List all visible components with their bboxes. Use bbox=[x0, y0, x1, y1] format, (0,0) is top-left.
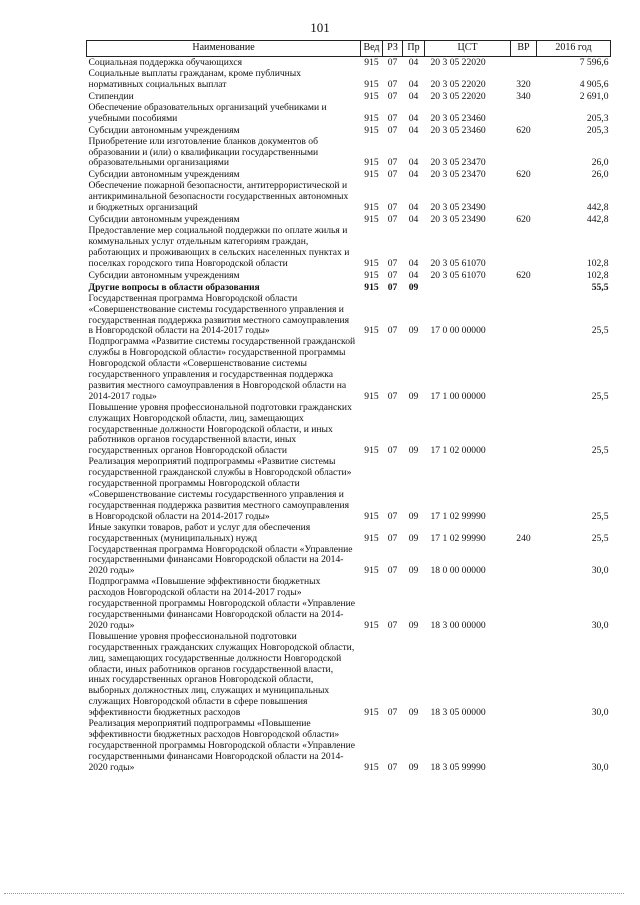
row-vr bbox=[511, 632, 537, 719]
row-vr: 620 bbox=[516, 269, 531, 281]
row-rz: 07 bbox=[387, 78, 398, 90]
row-cst: 20 3 05 61070 bbox=[430, 257, 486, 269]
row-name: Другие вопросы в области образования bbox=[88, 281, 260, 293]
row-rz: 07 bbox=[387, 532, 398, 544]
row-pr: 04 bbox=[408, 90, 419, 102]
table-row bbox=[87, 181, 611, 214]
row-name: Субсидии автономным учреждениям bbox=[88, 214, 240, 226]
row-amount: 25,5 bbox=[591, 510, 609, 522]
row-pr: 09 bbox=[408, 761, 419, 773]
table-row bbox=[87, 91, 611, 103]
row-name: Подпрограмма «Развитие системы государственной гражданской службы в Новгородской области» государственной программы Новгородской области «Совершенствование системы государственного управления и государственная поддержка развития местного самоуправления в Новгородской области на 2014-2017 годы» bbox=[88, 336, 356, 402]
table-row bbox=[87, 125, 611, 137]
row-name: Субсидии автономным учреждениям bbox=[88, 269, 240, 281]
row-name: Обеспечение пожарной безопасности, антитеррористической и антикриминальной безопасности государственных автономных и бюджетных организаций bbox=[88, 180, 349, 214]
row-name: Повышение уровня профессиональной подготовки государственных гражданских служащих Новгородской области, лиц, замещающих государственные должности Новгородской области, иных работников органов государственной власти, иных государственных органов Новгородской области, выборных должностных лиц, служащих и муниципальных служащих Новгородской области в сфере повышения эффективности бюджетных расходов bbox=[88, 630, 355, 719]
row-cst: 20 3 05 22020 bbox=[430, 90, 486, 102]
row-vr bbox=[511, 226, 537, 270]
row-vr: 620 bbox=[516, 124, 531, 136]
header-ved: Вед bbox=[361, 41, 383, 57]
row-pr: 09 bbox=[408, 390, 419, 402]
row-amount: 30,0 bbox=[591, 761, 609, 773]
table-row bbox=[87, 226, 611, 270]
row-rz: 07 bbox=[387, 565, 398, 577]
row-pr: 04 bbox=[408, 78, 419, 90]
row-rz: 07 bbox=[387, 390, 398, 402]
row-rz: 07 bbox=[387, 112, 398, 124]
row-ved: 915 bbox=[364, 214, 379, 226]
table-row bbox=[87, 337, 611, 402]
row-amount: 442,8 bbox=[586, 202, 609, 214]
row-cst: 20 3 05 23460 bbox=[430, 112, 486, 124]
row-ved: 915 bbox=[364, 281, 379, 293]
page-number: 101 bbox=[310, 20, 330, 35]
scan-artifact-line bbox=[4, 893, 624, 894]
row-cst: 18 3 05 00000 bbox=[430, 707, 486, 719]
row-pr: 09 bbox=[408, 445, 419, 457]
row-ved: 915 bbox=[364, 565, 379, 577]
table-row bbox=[87, 577, 611, 632]
row-ved: 915 bbox=[364, 707, 379, 719]
row-cst: 20 3 05 61070 bbox=[430, 269, 486, 281]
row-rz: 07 bbox=[387, 445, 398, 457]
row-rz: 07 bbox=[387, 257, 398, 269]
row-ved: 915 bbox=[364, 619, 379, 631]
row-ved: 915 bbox=[364, 112, 379, 124]
row-cst: 20 3 05 23460 bbox=[430, 124, 486, 136]
row-rz: 07 bbox=[387, 510, 398, 522]
row-vr bbox=[511, 457, 537, 522]
row-vr bbox=[511, 282, 537, 294]
row-rz: 07 bbox=[387, 269, 398, 281]
row-amount: 4 905,6 bbox=[579, 78, 609, 90]
row-amount: 26,0 bbox=[591, 157, 609, 169]
row-pr: 04 bbox=[408, 202, 419, 214]
row-cst: 20 3 05 22020 bbox=[430, 57, 486, 69]
table-row bbox=[87, 270, 611, 282]
table-row bbox=[87, 523, 611, 545]
row-ved: 915 bbox=[364, 124, 379, 136]
row-vr bbox=[511, 103, 537, 125]
table-row bbox=[87, 719, 611, 774]
row-cst: 17 1 02 00000 bbox=[430, 445, 486, 457]
row-pr: 04 bbox=[408, 112, 419, 124]
header-pr: Пр bbox=[403, 41, 425, 57]
row-pr: 09 bbox=[408, 281, 419, 293]
row-cst: 17 0 00 00000 bbox=[430, 325, 486, 337]
row-pr: 09 bbox=[408, 510, 419, 522]
row-vr bbox=[511, 719, 537, 774]
row-rz: 07 bbox=[387, 214, 398, 226]
row-name: Обеспечение образовательных организаций учебниками и учебными пособиями bbox=[88, 101, 327, 124]
row-rz: 07 bbox=[387, 707, 398, 719]
row-rz: 07 bbox=[387, 157, 398, 169]
row-amount: 30,0 bbox=[591, 619, 609, 631]
row-rz: 07 bbox=[387, 619, 398, 631]
row-ved: 915 bbox=[364, 532, 379, 544]
row-ved: 915 bbox=[364, 510, 379, 522]
row-ved: 915 bbox=[364, 761, 379, 773]
header-name: Наименование bbox=[87, 41, 361, 57]
row-amount: 205,3 bbox=[586, 112, 609, 124]
row-ved: 915 bbox=[364, 445, 379, 457]
row-cst: 20 3 05 23490 bbox=[430, 202, 486, 214]
row-vr bbox=[511, 545, 537, 578]
row-name: Реализация мероприятий подпрограммы «Развитие системы государственной гражданской службы в Новгородской области» государственной программы Новгородской области «Совершенствование системы государственного управления и государственная поддержка развития местного самоуправления в Новгородской области на 2014-2017 годы» bbox=[88, 456, 352, 522]
table-row bbox=[87, 632, 611, 719]
row-cst: 17 1 02 99990 bbox=[430, 510, 486, 522]
row-pr: 04 bbox=[408, 257, 419, 269]
row-rz: 07 bbox=[387, 281, 398, 293]
row-rz: 07 bbox=[387, 124, 398, 136]
row-rz: 07 bbox=[387, 202, 398, 214]
row-cst: 18 3 00 00000 bbox=[430, 619, 486, 631]
row-pr: 09 bbox=[408, 565, 419, 577]
row-cst: 20 3 05 23470 bbox=[430, 157, 486, 169]
row-vr bbox=[511, 294, 537, 338]
row-rz: 07 bbox=[387, 325, 398, 337]
row-cst: 20 3 05 23490 bbox=[430, 214, 486, 226]
row-pr: 04 bbox=[408, 269, 419, 281]
budget-table bbox=[86, 40, 611, 774]
table-row bbox=[87, 137, 611, 170]
row-rz: 07 bbox=[387, 90, 398, 102]
row-vr bbox=[511, 337, 537, 402]
header-rz: РЗ bbox=[383, 41, 403, 57]
row-ved: 915 bbox=[364, 169, 379, 181]
row-amount: 442,8 bbox=[586, 214, 609, 226]
row-cst: 18 0 00 00000 bbox=[430, 565, 486, 577]
row-name: Приобретение или изготовление бланков документов об образовании и (или) о квалификации государственными образовательными организациями bbox=[88, 135, 319, 169]
table-row bbox=[87, 294, 611, 338]
row-vr bbox=[511, 577, 537, 632]
row-name: Предоставление мер социальной поддержки по оплате жилья и коммунальных услуг отдельным категориям граждан, работающих и проживающих в сельских населенных пунктах и поселках городского типа Новгородской области bbox=[88, 225, 350, 269]
row-pr: 04 bbox=[408, 124, 419, 136]
row-amount: 26,0 bbox=[591, 169, 609, 181]
row-ved: 915 bbox=[364, 269, 379, 281]
header-cst: ЦСТ bbox=[425, 41, 511, 57]
row-name: Реализация мероприятий подпрограммы «Повышение эффективности бюджетных расходов Новгородской области» государственной программы Новгородской области «Управление государственными финансами Новгородской области на 2014-2020 годы» bbox=[88, 718, 356, 773]
row-amount: 102,8 bbox=[586, 269, 609, 281]
row-ved: 915 bbox=[364, 257, 379, 269]
table-row bbox=[87, 282, 611, 294]
table-row bbox=[87, 103, 611, 125]
row-cst: 20 3 05 22020 bbox=[430, 78, 486, 90]
row-cst: 18 3 05 99990 bbox=[430, 761, 486, 773]
row-ved: 915 bbox=[364, 325, 379, 337]
row-amount: 25,5 bbox=[591, 445, 609, 457]
table-header-row bbox=[87, 41, 611, 57]
row-vr: 620 bbox=[516, 214, 531, 226]
row-amount: 205,3 bbox=[586, 124, 609, 136]
row-name: Субсидии автономным учреждениям bbox=[88, 124, 240, 136]
row-pr: 04 bbox=[408, 157, 419, 169]
row-name: Повышение уровня профессиональной подготовки гражданских служащих Новгородской области, лиц, замещающих государственные должности Новгородской области, и иных работников органов государственной власти, иных государственных органов Новгородской области bbox=[88, 401, 352, 457]
row-name: Подпрограмма «Повышение эффективности бюджетных расходов Новгородской области на 2014-2017 годы» государственной программы Новгородской области «Управление государственными финансами Новгородской области на 2014-2020 годы» bbox=[88, 576, 356, 631]
table-row bbox=[87, 457, 611, 522]
row-rz: 07 bbox=[387, 761, 398, 773]
row-amount: 25,5 bbox=[591, 532, 609, 544]
row-name: Стипендии bbox=[88, 90, 134, 102]
row-vr: 240 bbox=[516, 532, 531, 544]
row-amount: 25,5 bbox=[591, 325, 609, 337]
row-amount: 2 691,0 bbox=[579, 90, 609, 102]
row-vr: 340 bbox=[516, 90, 531, 102]
row-ved: 915 bbox=[364, 90, 379, 102]
row-vr bbox=[511, 181, 537, 214]
header-vr: ВР bbox=[511, 41, 537, 57]
row-amount: 55,5 bbox=[591, 281, 609, 293]
row-vr bbox=[511, 57, 537, 70]
row-pr: 09 bbox=[408, 532, 419, 544]
row-amount: 102,8 bbox=[586, 257, 609, 269]
row-cst: 17 1 00 00000 bbox=[430, 390, 486, 402]
row-name: Иные закупки товаров, работ и услуг для обеспечения государственных (муниципальных) нужд bbox=[88, 521, 311, 544]
row-pr: 09 bbox=[408, 325, 419, 337]
row-name: Социальные выплаты гражданам, кроме публичных нормативных социальных выплат bbox=[88, 68, 302, 90]
row-vr: 320 bbox=[516, 78, 531, 90]
row-amount: 30,0 bbox=[591, 707, 609, 719]
table-row bbox=[87, 69, 611, 91]
row-pr: 09 bbox=[408, 707, 419, 719]
row-ved: 915 bbox=[364, 57, 379, 69]
row-cst bbox=[425, 282, 511, 294]
row-amount: 25,5 bbox=[591, 390, 609, 402]
table-row bbox=[87, 403, 611, 458]
table-row bbox=[87, 545, 611, 578]
header-year: 2016 год bbox=[537, 41, 611, 57]
row-ved: 915 bbox=[364, 78, 379, 90]
row-pr: 04 bbox=[408, 169, 419, 181]
row-ved: 915 bbox=[364, 157, 379, 169]
row-name: Социальная поддержка обучающихся bbox=[88, 57, 243, 69]
row-ved: 915 bbox=[364, 390, 379, 402]
row-vr bbox=[511, 137, 537, 170]
row-vr: 620 bbox=[516, 169, 531, 181]
row-pr: 04 bbox=[408, 214, 419, 226]
row-pr: 04 bbox=[408, 57, 419, 69]
row-rz: 07 bbox=[387, 57, 398, 69]
row-name: Субсидии автономным учреждениям bbox=[88, 169, 240, 181]
row-cst: 20 3 05 23470 bbox=[430, 169, 486, 181]
row-pr: 09 bbox=[408, 619, 419, 631]
row-cst: 17 1 02 99990 bbox=[430, 532, 486, 544]
row-vr bbox=[511, 403, 537, 458]
row-name: Государственная программа Новгородской области «Совершенствование системы государственного управления и государственная поддержка развития местного самоуправления в Новгородской области на 2014-2017 годы» bbox=[88, 292, 350, 337]
row-ved: 915 bbox=[364, 202, 379, 214]
row-amount: 30,0 bbox=[591, 565, 609, 577]
row-name: Государственная программа Новгородской области «Управление государственными финансами Новгородской области на 2014-2020 годы» bbox=[88, 543, 353, 577]
row-amount: 7 596,6 bbox=[579, 57, 609, 69]
row-rz: 07 bbox=[387, 169, 398, 181]
